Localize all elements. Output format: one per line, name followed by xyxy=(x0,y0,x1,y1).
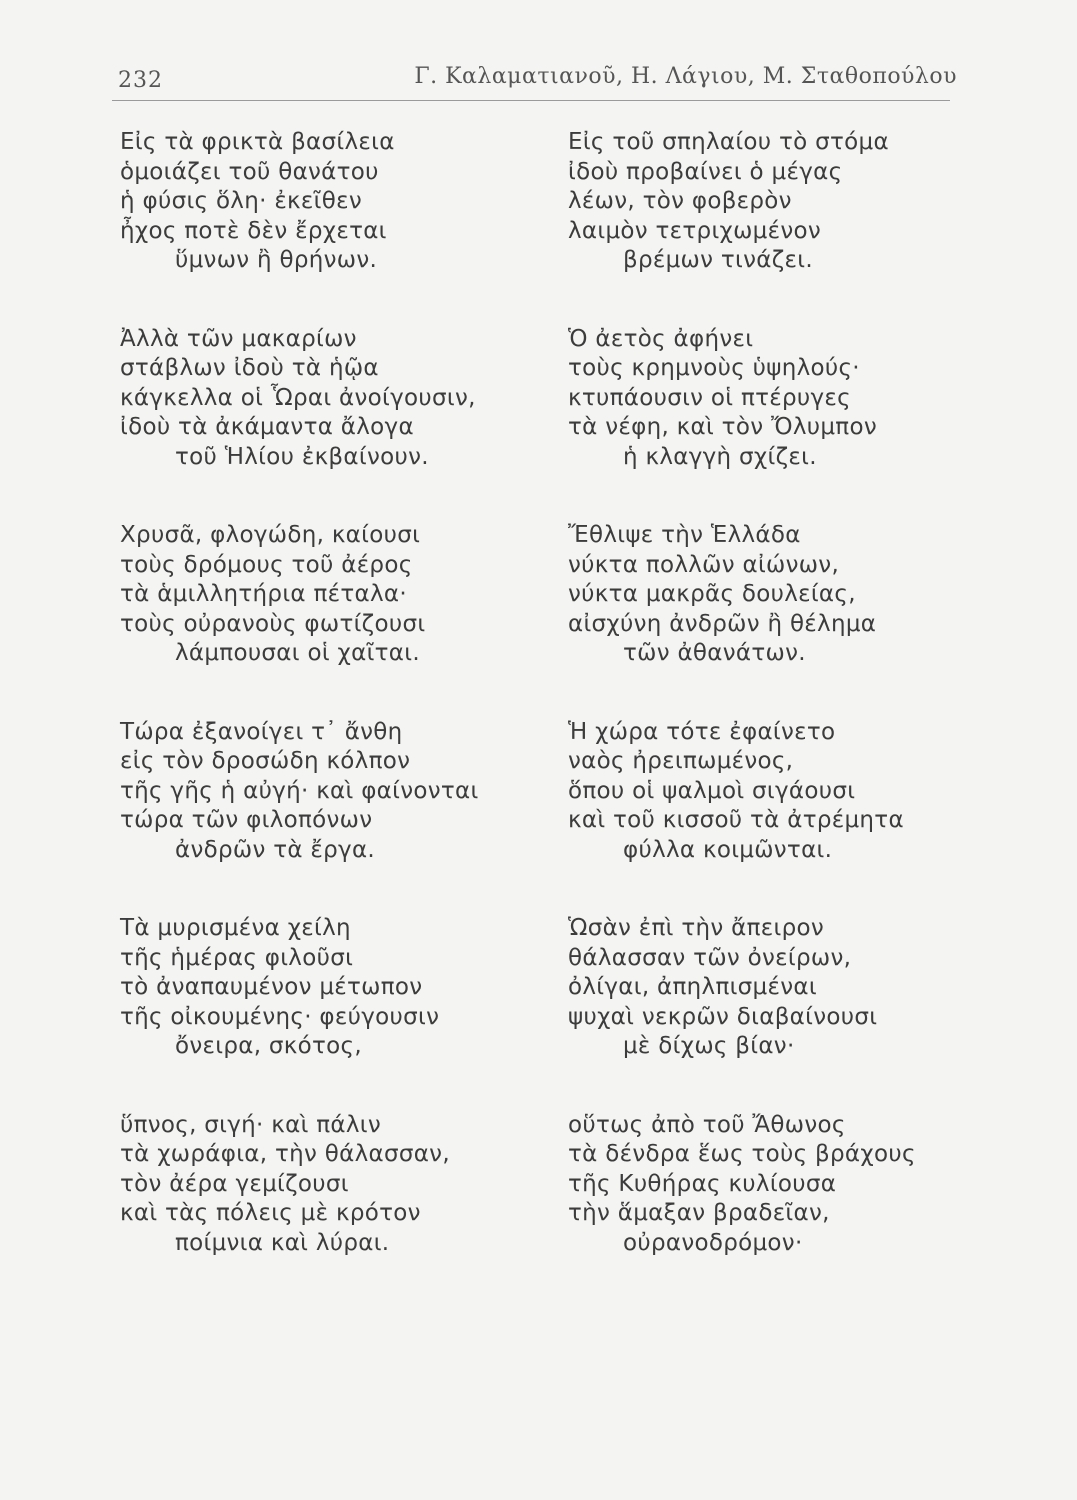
verse-line: καὶ τοῦ κισσοῦ τὰ ἀτρέμητα xyxy=(568,807,904,833)
verse-line: τῆς γῆς ἡ αὐγή· καὶ φαίνονται xyxy=(120,777,479,804)
verse-line: Ὁ ἀετὸς ἀφήνει xyxy=(568,325,754,352)
left-column xyxy=(120,128,540,1258)
verse-line: ὅπου οἱ ψαλμοὶ σιγάουσι xyxy=(568,777,856,804)
verse-line: τῆς οἰκουμένης· φεύγουσιν xyxy=(120,1003,440,1030)
verse-line: ἰδοὺ τὰ ἀκάμαντα ἄλογα xyxy=(120,414,414,440)
stanza xyxy=(120,1111,540,1259)
verse-line: ὀλίγαι, ἀπηλπισμέναι xyxy=(568,974,817,1000)
stanza xyxy=(120,521,540,669)
verse-line: τοὺς οὐρανοὺς φωτίζουσι xyxy=(120,610,426,637)
verse-line: τὸν ἀέρα γεμίζουσι xyxy=(120,1170,349,1197)
stanza xyxy=(120,718,540,866)
verse-line: νύκτα πολλῶν αἰώνων, xyxy=(568,551,840,578)
verse-line: τῆς ἡμέρας φιλοῦσι xyxy=(120,944,354,971)
verse-line: Εἰς τοῦ σπηλαίου τὸ στόμα xyxy=(568,129,889,155)
verse-line: λέων, τὸν φοβερὸν xyxy=(568,188,792,214)
verse-line: τῶν ἀθανάτων. xyxy=(623,640,806,666)
verse-line: ἀνδρῶν τὰ ἔργα. xyxy=(175,836,376,863)
verse-line: τώρα τῶν φιλοπόνων xyxy=(120,807,373,833)
verse-line: τῆς Κυθήρας κυλίουσα xyxy=(568,1170,837,1197)
verse-line: ὕμνων ἢ θρήνων. xyxy=(175,247,378,273)
stanza xyxy=(120,914,540,1062)
stanza xyxy=(120,325,540,473)
stanza xyxy=(120,128,540,276)
verse-line: ὕπνος, σιγή· καὶ πάλιν xyxy=(120,1111,382,1138)
verse-line: τὰ χωράφια, τὴν θάλασσαν, xyxy=(120,1141,450,1167)
stanza xyxy=(568,718,988,866)
verse-line: ἰδοὺ προβαίνει ὁ μέγας xyxy=(568,158,843,185)
verse-line: τὰ νέφη, καὶ τὸν Ὄλυμπον xyxy=(568,414,877,440)
verse-line: τὰ ἁμιλλητήρια πέταλα· xyxy=(120,581,407,607)
verse-line: στάβλων ἰδοὺ τὰ ἡῷα xyxy=(120,355,379,381)
verse-line: λάμπουσαι οἱ χαῖται. xyxy=(175,640,420,666)
right-column xyxy=(568,128,988,1258)
verse-line: ἡ κλαγγὴ σχίζει. xyxy=(623,443,817,470)
verse-line: βρέμων τινάζει. xyxy=(623,247,813,273)
stanza xyxy=(568,325,988,473)
verse-line: ναὸς ἠρειπωμένος, xyxy=(568,748,794,774)
verse-line: αἰσχύνη ἀνδρῶν ἢ θέλημα xyxy=(568,610,877,637)
verse-line: κτυπάουσιν οἱ πτέρυγες xyxy=(568,384,851,411)
verse-line: οὐρανοδρόμον· xyxy=(623,1229,803,1256)
verse-line: νύκτα μακρᾶς δουλείας, xyxy=(568,581,856,607)
verse-line: κάγκελλα οἱ Ὧραι ἀνοίγουσιν, xyxy=(120,384,476,411)
verse-line: ὁμοιάζει τοῦ θανάτου xyxy=(120,158,379,185)
verse-line: οὕτως ἀπὸ τοῦ Ἄθωνος xyxy=(568,1111,846,1138)
verse-line: τὸ ἀναπαυμένον μέτωπον xyxy=(120,974,423,1000)
verse-line: ποίμνια καὶ λύραι. xyxy=(175,1229,390,1256)
verse-line: ἡ φύσις ὅλη· ἐκεῖθεν xyxy=(120,188,362,214)
verse-line: ψυχαὶ νεκρῶν διαβαίνουσι xyxy=(568,1003,878,1030)
verse-line: καὶ τὰς πόλεις μὲ κρότον xyxy=(120,1200,421,1226)
verse-line: τὰ δένδρα ἕως τοὺς βράχους xyxy=(568,1141,916,1167)
page-header xyxy=(112,58,957,98)
verse-line: Ὡσὰν ἐπὶ τὴν ἄπειρον xyxy=(568,915,824,941)
verse-line: Ἡ χώρα τότε ἐφαίνετο xyxy=(568,718,836,745)
stanza xyxy=(568,128,988,276)
verse-line: Εἰς τὰ φρικτὰ βασίλεια xyxy=(120,129,395,155)
verse-line: θάλασσαν τῶν ὀνείρων, xyxy=(568,944,852,971)
verse-line: Τὰ μυρισμένα χείλη xyxy=(120,915,351,941)
verse-line: Χρυσᾶ, φλογώδη, καίουσι xyxy=(120,522,421,548)
page-number: 232 xyxy=(118,68,163,93)
header-rule xyxy=(112,100,950,101)
stanza xyxy=(568,914,988,1062)
verse-line: τοὺς δρόμους τοῦ ἀέρος xyxy=(120,551,413,578)
verse-line: λαιμὸν τετριχωμένον xyxy=(568,217,822,244)
verse-line: τοὺς κρημνοὺς ὑψηλούς· xyxy=(568,355,860,381)
verse-line: εἰς τὸν δροσώδη κόλπον xyxy=(120,748,411,774)
verse-line: Τώρα ἐξανοίγει τ᾽ ἄνθη xyxy=(120,718,403,745)
stanza xyxy=(568,1111,988,1259)
stanza xyxy=(568,521,988,669)
verse-line: ὄνειρα, σκότος, xyxy=(175,1033,362,1059)
running-head: Γ. Καλαματιανοῦ, Η. Λάγιου, Μ. Σταθοπούλου xyxy=(414,64,957,89)
verse-line: Ἔθλιψε τὴν Ἑλλάδα xyxy=(568,522,801,548)
verse-line: μὲ δίχως βίαν· xyxy=(623,1033,795,1059)
verse-line: τοῦ Ἡλίου ἐκβαίνουν. xyxy=(175,443,429,470)
verse-line: ἦχος ποτὲ δὲν ἔρχεται xyxy=(120,217,387,244)
verse-line: Ἀλλὰ τῶν μακαρίων xyxy=(120,325,357,352)
verse-line: φύλλα κοιμῶνται. xyxy=(623,836,833,863)
verse-line: τὴν ἅμαξαν βραδεῖαν, xyxy=(568,1200,830,1226)
